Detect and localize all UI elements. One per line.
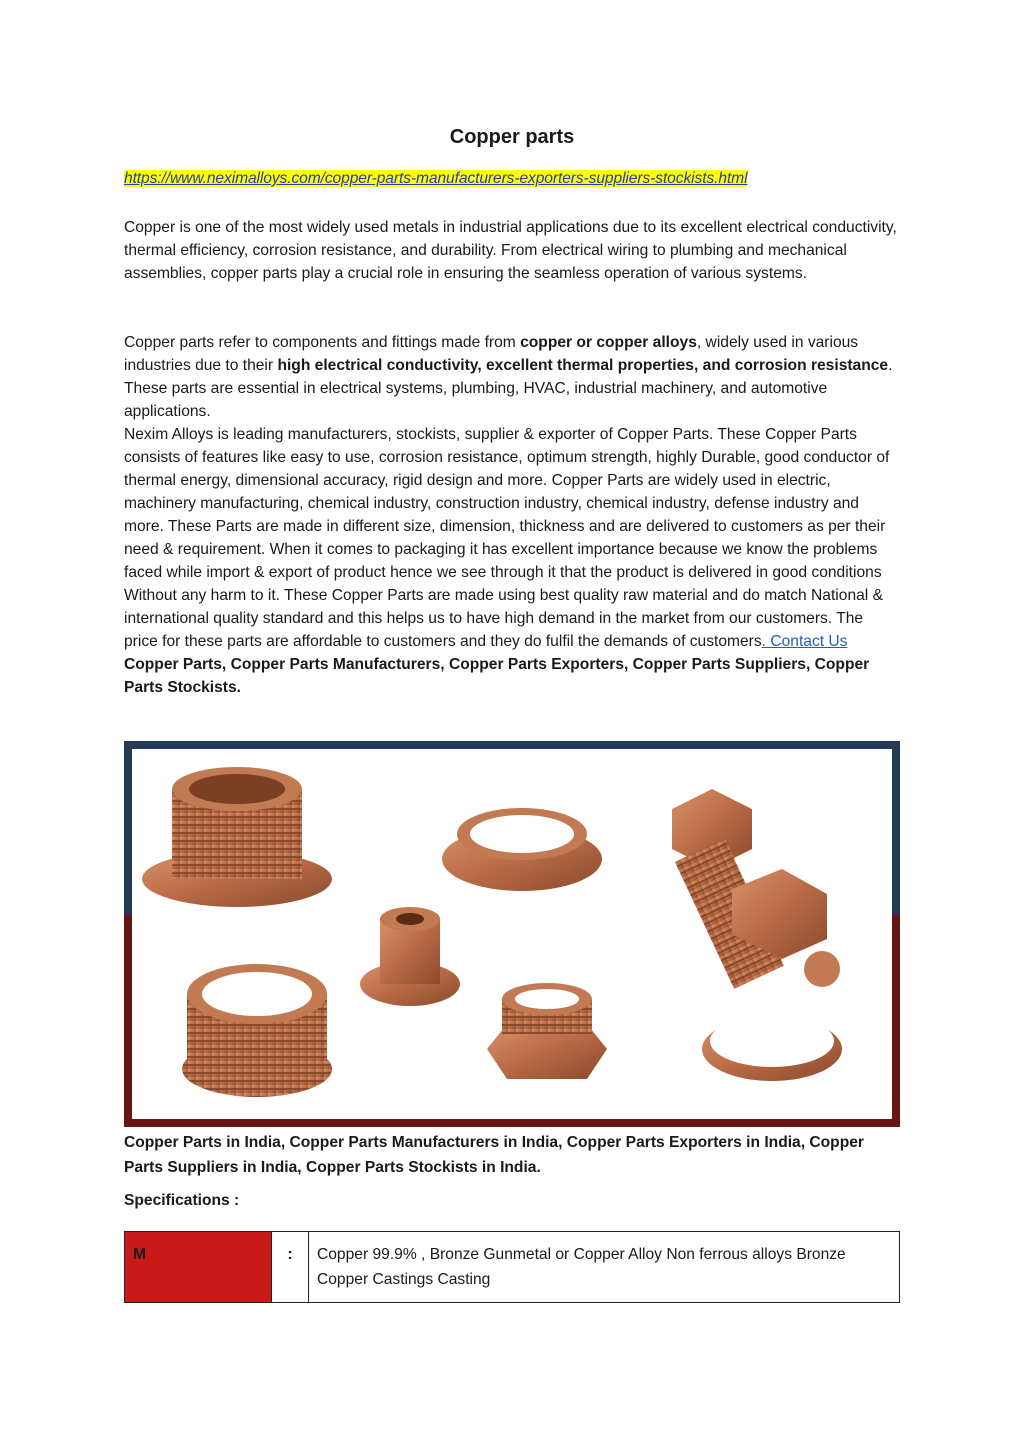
spec-separator-cell: : bbox=[272, 1232, 309, 1303]
description-text: , widely used in various industries due to their bbox=[124, 334, 859, 374]
copper-parts-illustration bbox=[132, 749, 892, 1119]
product-image bbox=[132, 749, 892, 1119]
description-block bbox=[124, 331, 900, 699]
flanged-ring-part bbox=[442, 808, 602, 891]
small-bush-part bbox=[360, 907, 460, 1006]
description-bold-properties: high electrical conductivity, excellent thermal properties, and corrosion resistance bbox=[277, 357, 889, 374]
hex-bushing-part bbox=[487, 983, 607, 1079]
spec-key-cell: M bbox=[125, 1232, 272, 1303]
source-url-link[interactable]: https://www.neximalloys.com/copper-parts-manufacturers-exporters-suppliers-stockists.html bbox=[124, 170, 748, 187]
table-row bbox=[125, 1232, 900, 1303]
intro-paragraph: Copper is one of the most widely used metals in industrial applications due to its excellent electrical conductivity, thermal efficiency, corrosion resistance, and durability. From electrical wiring to plumbing and mechanical assemblies, copper parts play a crucial role in ensuring the seamless operation of various systems. bbox=[124, 219, 897, 282]
thin-ring-part bbox=[702, 1015, 842, 1081]
keywords-line: Copper Parts, Copper Parts Manufacturers, Copper Parts Exporters, Copper Parts Suppliers, Copper Parts Stockists. bbox=[124, 656, 870, 696]
image-caption: Copper Parts in India, Copper Parts Manufacturers in India, Copper Parts Exporters in India, Copper Parts Suppliers in India, Copper Parts Stockists in India. bbox=[124, 1134, 864, 1176]
url-line bbox=[124, 170, 747, 188]
page-title: Copper parts bbox=[449, 126, 575, 148]
description-text: Copper parts refer to components and fittings made from bbox=[124, 334, 521, 351]
description-text: . These parts are essential in electrical systems, plumbing, HVAC, industrial machinery, and automotive applications. bbox=[124, 357, 893, 420]
company-paragraph: Nexim Alloys is leading manufacturers, stockists, supplier & exporter of Copper Parts. These Copper Parts consists of features like easy to use, corrosion resistance, optimum strength, highly Durable, good conductor of thermal energy, dimensional accuracy, rigid design and more. Copper Parts are widely used in electric, machinery manufacturing, chemical industry, construction industry, chemical industry, defense industry and more. These Parts are made in different size, dimension, thickness and are delivered to customers as per their need & requirement. When it comes to packaging it has excellent importance because we know the problems faced while import & export of product hence we see through it that the product is delivered in good conditions Without any harm to it. These Copper Parts are made using best quality raw material and do match National & international quality standard and this helps us to have high demand in the market from our customers. The price for these parts are affordable to customers and they do fulfil the demands of customers bbox=[124, 426, 890, 650]
specifications-table bbox=[124, 1231, 900, 1303]
threaded-reducer-part bbox=[182, 964, 332, 1097]
bolt-and-nut-part bbox=[672, 789, 840, 989]
contact-us-link[interactable]: . Contact Us bbox=[761, 633, 848, 650]
specifications-heading: Specifications : bbox=[124, 1192, 240, 1209]
spec-value-cell: Copper 99.9% , Bronze Gunmetal or Copper Alloy Non ferrous alloys Bronze Copper Castings Casting bbox=[309, 1232, 900, 1303]
product-image-frame bbox=[124, 741, 900, 1127]
description-bold-alloys: copper or copper alloys bbox=[520, 334, 697, 351]
threaded-bushing-part bbox=[142, 767, 332, 907]
